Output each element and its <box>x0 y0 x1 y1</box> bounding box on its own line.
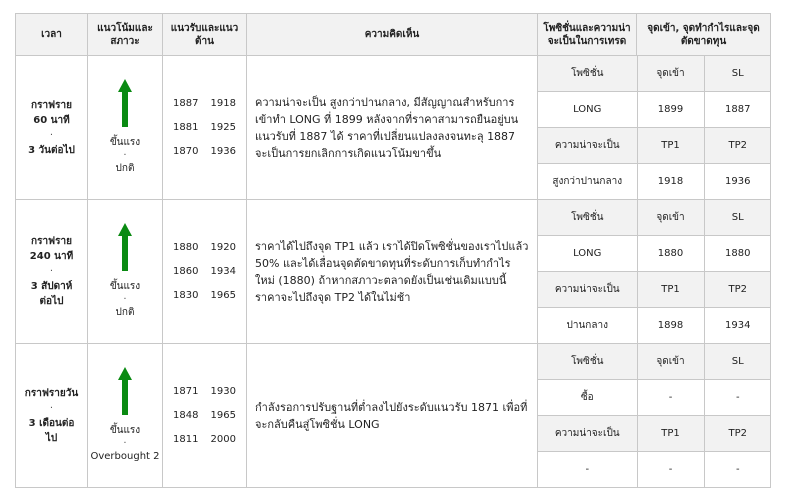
support-level: 1848 <box>173 410 199 421</box>
trade-row <box>538 344 771 380</box>
trend-strength: ขึ้นแรง <box>109 424 141 436</box>
comment-cell: ราคาได้ไปถึงจุด TP1 แล้ว เราได้ปิดโพซิชั่นของเราไปแล้ว 50% และได้เลื่อนจุดตัดขาดทุนที่ระดับการเก็บทำกำไรใหม่ (1880) ถ้าหากสภาวะตลาดยังเป็นเช่นเดิมแบบนี้ ราคาจะไปถึงจุด TP2 ได้ในไม่ช้า <box>247 200 538 344</box>
support-level: 1880 <box>173 242 199 253</box>
up-arrow-icon <box>118 367 132 415</box>
position-label: โพซิชั่น <box>538 200 637 236</box>
entry-label: จุดเข้า <box>637 344 704 380</box>
trade-row <box>538 308 771 344</box>
resistance-level: 1920 <box>210 242 236 253</box>
trend-condition: ปกติ <box>115 162 135 174</box>
header-time: เวลา <box>16 14 88 56</box>
timeframe-line: 60 นาที <box>33 114 70 126</box>
separator-dot: · <box>123 437 127 449</box>
entry-value: - <box>637 380 704 416</box>
support-level: 1811 <box>173 434 199 445</box>
trade-row <box>538 56 771 92</box>
header-levels: แนวรับและแนวต้าน <box>163 14 247 56</box>
header-position: โพซิชั่นและความน่าจะเป็นในการเทรด <box>538 14 637 56</box>
separator-dot: · <box>123 293 127 305</box>
separator-dot: · <box>49 402 54 414</box>
trade-row <box>538 128 771 164</box>
separator-dot: · <box>49 129 54 141</box>
header-row <box>16 14 771 56</box>
trade-table <box>538 56 771 199</box>
levels-cell <box>163 200 247 344</box>
entry-label: จุดเข้า <box>637 200 704 236</box>
entry-label: จุดเข้า <box>637 56 704 92</box>
sl-label: SL <box>704 344 771 380</box>
separator-dot: · <box>123 149 127 161</box>
tp2-value: 1936 <box>704 164 771 200</box>
resistance-level: 1930 <box>210 386 236 397</box>
level-pair <box>173 409 236 422</box>
timeframe-cell <box>16 200 88 344</box>
position-value: LONG <box>538 236 637 272</box>
entry-value: 1899 <box>637 92 704 128</box>
probability-value: ปานกลาง <box>538 308 637 344</box>
level-pair <box>173 289 236 302</box>
probability-value: สูงกว่าปานกลาง <box>538 164 637 200</box>
tp2-value: 1934 <box>704 308 771 344</box>
entry-value: 1880 <box>637 236 704 272</box>
sl-value: 1880 <box>704 236 771 272</box>
timeframe-line: กราฟรายวัน <box>24 387 79 399</box>
resistance-level: 1965 <box>210 290 236 301</box>
trend-cell <box>88 200 163 344</box>
sl-label: SL <box>704 56 771 92</box>
level-pair <box>173 265 236 278</box>
trade-row <box>538 164 771 200</box>
probability-label: ความน่าจะเป็น <box>538 128 637 164</box>
position-label: โพซิชั่น <box>538 56 637 92</box>
separator-dot: · <box>49 266 54 277</box>
timeframe-line: 3 วันต่อไป <box>28 144 75 156</box>
level-pair <box>173 145 236 158</box>
analysis-table <box>15 13 771 488</box>
resistance-level: 1965 <box>210 410 236 421</box>
header-entry: จุดเข้า, จุดทำกำไรและจุดตัดขาดทุน <box>637 14 771 56</box>
probability-label: ความน่าจะเป็น <box>538 416 637 452</box>
resistance-level: 1934 <box>210 266 236 277</box>
timeframe-line: ไป <box>45 432 58 444</box>
tp1-value: - <box>637 452 704 488</box>
sl-value: - <box>704 380 771 416</box>
timeframe-line: 240 นาที <box>29 251 74 262</box>
tp1-label: TP1 <box>637 128 704 164</box>
timeframe-cell <box>16 344 88 488</box>
comment-cell: กำลังรอการปรับฐานที่ต่ำลงไปยังระดับแนวรับ 1871 เพื่อที่จะกลับคืนสู่โพซิชั่น LONG <box>247 344 538 488</box>
sl-value: 1887 <box>704 92 771 128</box>
resistance-level: 2000 <box>210 434 236 445</box>
table-row <box>16 56 771 200</box>
resistance-level: 1925 <box>210 122 236 133</box>
trade-table <box>538 200 771 343</box>
trade-table-cell <box>538 344 771 488</box>
trend-condition: Overbought 2 <box>90 450 160 462</box>
table-row <box>16 344 771 488</box>
tp2-label: TP2 <box>704 272 771 308</box>
trade-row <box>538 380 771 416</box>
tp1-value: 1918 <box>637 164 704 200</box>
tp2-label: TP2 <box>704 416 771 452</box>
position-value: LONG <box>538 92 637 128</box>
level-pair <box>173 121 236 134</box>
timeframe-line: กราฟราย <box>31 236 72 247</box>
level-pair <box>173 385 236 398</box>
level-pair <box>173 241 236 254</box>
timeframe-line: กราฟราย <box>31 99 72 111</box>
trade-row <box>538 272 771 308</box>
level-pair <box>173 97 236 110</box>
timeframe-line: 3 สัปดาห์ <box>30 281 73 292</box>
position-label: โพซิชั่น <box>538 344 637 380</box>
header-comment: ความคิดเห็น <box>247 14 538 56</box>
support-level: 1887 <box>173 98 199 109</box>
trend-strength: ขึ้นแรง <box>109 136 141 148</box>
level-pair <box>173 433 236 446</box>
support-level: 1871 <box>173 386 199 397</box>
support-level: 1870 <box>173 146 199 157</box>
support-level: 1830 <box>173 290 199 301</box>
probability-value: - <box>538 452 637 488</box>
tp2-label: TP2 <box>704 128 771 164</box>
probability-label: ความน่าจะเป็น <box>538 272 637 308</box>
trade-row <box>538 452 771 488</box>
timeframe-line: 3 เดือนต่อ <box>28 417 75 429</box>
tp2-value: - <box>704 452 771 488</box>
support-level: 1860 <box>173 266 199 277</box>
trade-row <box>538 200 771 236</box>
tp1-value: 1898 <box>637 308 704 344</box>
comment-cell: ความน่าจะเป็น สูงกว่าปานกลาง, มีสัญญาณสำหรับการเข้าทำ LONG ที่ 1899 หลังจากที่ราคาสามารถยืนอยู่บนแนวรับที่ 1887 ได้ ราคาที่เปลี่ยนแปลงลงจนทะลุ 1887 จะเป็นการยกเลิกการเกิดแนวโน้มขาขึ้น <box>247 56 538 200</box>
sl-label: SL <box>704 200 771 236</box>
trade-row <box>538 416 771 452</box>
trend-cell <box>88 56 163 200</box>
resistance-level: 1918 <box>210 98 236 109</box>
trade-table-cell <box>538 56 771 200</box>
trade-row <box>538 236 771 272</box>
levels-cell <box>163 344 247 488</box>
resistance-level: 1936 <box>210 146 236 157</box>
trend-strength: ขึ้นแรง <box>109 280 141 292</box>
tp1-label: TP1 <box>637 416 704 452</box>
up-arrow-icon <box>118 223 132 271</box>
support-level: 1881 <box>173 122 199 133</box>
up-arrow-icon <box>118 79 132 127</box>
trend-condition: ปกติ <box>115 306 135 318</box>
position-value: ซื้อ <box>538 380 637 416</box>
timeframe-line: ต่อไป <box>39 296 64 307</box>
timeframe-cell <box>16 56 88 200</box>
levels-cell <box>163 56 247 200</box>
trade-row <box>538 92 771 128</box>
trade-table <box>538 344 771 487</box>
header-trend: แนวโน้มและสภาวะ <box>88 14 163 56</box>
table-row <box>16 200 771 344</box>
tp1-label: TP1 <box>637 272 704 308</box>
trend-cell <box>88 344 163 488</box>
trade-table-cell <box>538 200 771 344</box>
